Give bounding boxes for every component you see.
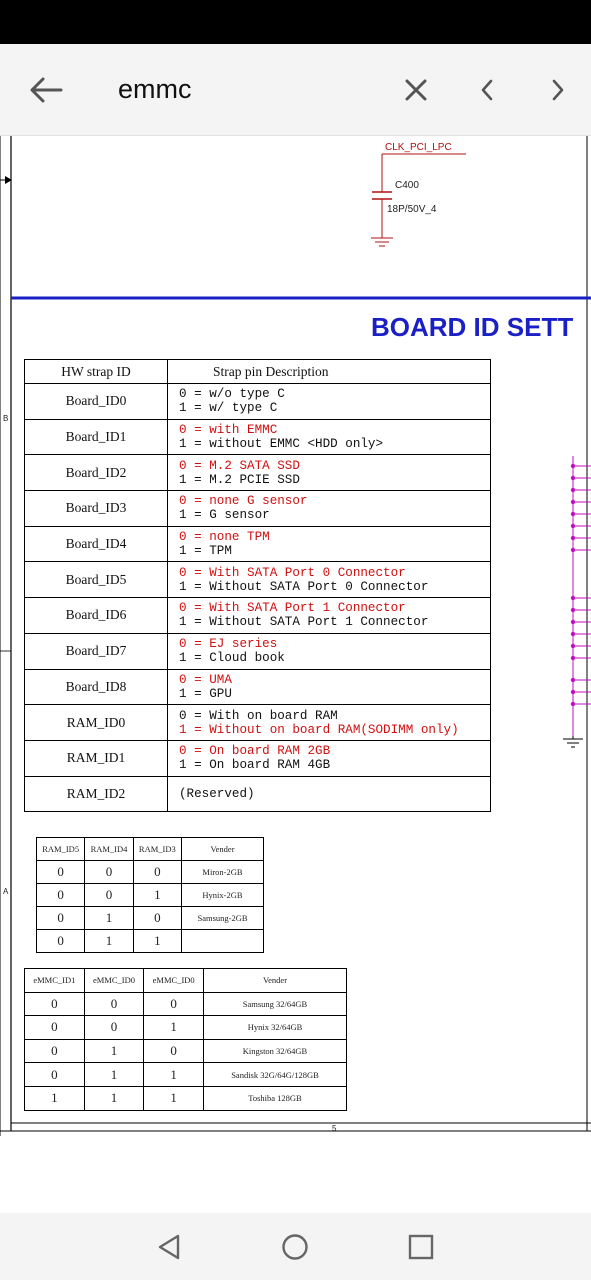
strap-id-cell: Board_ID7 (25, 633, 168, 669)
ram-table-body (37, 861, 264, 953)
id-bit-cell: 0 (133, 907, 181, 930)
section-title: BOARD ID SETT (371, 312, 574, 342)
header-strap-description: Strap pin Description (168, 360, 491, 384)
strap-description-cell (168, 562, 491, 598)
next-match-button[interactable] (538, 70, 578, 110)
description-line-1: 1 = G sensor (179, 508, 270, 523)
back-button[interactable] (26, 70, 66, 110)
header-cell: eMMC_ID0 (84, 969, 144, 993)
status-bar (0, 0, 591, 44)
vendor-cell: Hynix 32/64GB (204, 1016, 347, 1040)
id-bit-cell: 1 (133, 930, 181, 953)
description-line-0: 0 = With SATA Port 1 Connector (179, 601, 406, 616)
description-line-1: 1 = TPM (179, 544, 232, 559)
table-row (25, 1039, 347, 1063)
strap-id-cell: Board_ID3 (25, 491, 168, 527)
table-row (25, 455, 491, 491)
table-row (37, 930, 264, 953)
id-bit-cell: 0 (85, 861, 133, 884)
id-bit-cell: 1 (144, 1016, 204, 1040)
nav-home-button[interactable] (275, 1227, 315, 1267)
strap-table-body (25, 384, 491, 812)
id-bit-cell: 1 (144, 1086, 204, 1110)
table-row (25, 419, 491, 455)
description-line-1: 1 = Cloud book (179, 651, 285, 666)
vendor-cell: Sandisk 32G/64G/128GB (204, 1063, 347, 1087)
id-bit-cell: 1 (84, 1086, 144, 1110)
circle-home-icon (281, 1233, 309, 1261)
description-line-0: (Reserved) (179, 786, 255, 801)
strap-description-cell (168, 633, 491, 669)
vendor-cell: Miron-2GB (182, 861, 264, 884)
strap-description-cell (168, 598, 491, 634)
id-bit-cell: 0 (144, 1039, 204, 1063)
strap-id-cell: Board_ID5 (25, 562, 168, 598)
table-row (25, 491, 491, 527)
capacitor-value: 18P/50V_4 (387, 204, 437, 215)
nav-recents-button[interactable] (401, 1227, 441, 1267)
id-bit-cell: 0 (37, 930, 85, 953)
strap-description-cell (168, 455, 491, 491)
description-line-1: 1 = without EMMC <HDD only> (179, 437, 384, 452)
description-line-0: 0 = none G sensor (179, 494, 308, 509)
nav-back-button[interactable] (149, 1227, 189, 1267)
strap-id-cell: Board_ID2 (25, 455, 168, 491)
triangle-back-icon (156, 1233, 182, 1261)
header-cell: eMMC_ID0 (144, 969, 204, 993)
id-bit-cell: 1 (84, 1039, 144, 1063)
strap-description-cell (168, 419, 491, 455)
table-row (25, 633, 491, 669)
header-cell: Vender (182, 838, 264, 861)
description-line-0: 0 = with EMMC (179, 423, 278, 438)
table-row (25, 992, 347, 1016)
table-row (25, 526, 491, 562)
id-bit-cell: 0 (37, 861, 85, 884)
vendor-cell: Hynix-2GB (182, 884, 264, 907)
vendor-cell: Toshiba 128GB (204, 1086, 347, 1110)
id-bit-cell: 0 (37, 907, 85, 930)
table-row (25, 776, 491, 812)
description-line-0: 0 = On board RAM 2GB (179, 744, 331, 759)
vendor-cell: Kingston 32/64GB (204, 1039, 347, 1063)
description-line-0: 0 = With on board RAM (179, 708, 338, 723)
header-cell: eMMC_ID1 (25, 969, 85, 993)
table-row (25, 669, 491, 705)
emmc-id-table (24, 968, 347, 1111)
id-bit-cell: 1 (85, 930, 133, 953)
description-line-1: 1 = Without on board RAM(SODIMM only) (179, 722, 459, 737)
id-bit-cell: 1 (25, 1086, 85, 1110)
system-navigation-bar (0, 1213, 591, 1280)
border-marker-b: B (3, 414, 9, 423)
id-bit-cell: 0 (84, 992, 144, 1016)
strap-id-cell: Board_ID4 (25, 526, 168, 562)
description-line-1: 1 = Without SATA Port 1 Connector (179, 615, 429, 630)
id-bit-cell: 0 (25, 1039, 85, 1063)
table-row (25, 705, 491, 741)
description-line-1: 1 = On board RAM 4GB (179, 758, 331, 773)
description-line-1: 1 = M.2 PCIE SSD (179, 472, 300, 487)
description-line-0: 0 = none TPM (179, 530, 270, 545)
table-row (25, 1063, 347, 1087)
strap-id-cell: RAM_ID1 (25, 740, 168, 776)
strap-id-cell: RAM_ID2 (25, 776, 168, 812)
id-bit-cell: 0 (85, 884, 133, 907)
header-cell: RAM_ID3 (133, 838, 181, 861)
table-row (25, 562, 491, 598)
strap-description-cell (168, 705, 491, 741)
ram-id-table (36, 837, 264, 953)
table-row (25, 740, 491, 776)
vendor-cell (182, 930, 264, 953)
description-line-1: 1 = GPU (179, 686, 232, 701)
description-line-0: 0 = EJ series (179, 637, 278, 652)
table-row (25, 1086, 347, 1110)
header-cell: RAM_ID5 (37, 838, 85, 861)
border-marker-a: A (3, 887, 9, 896)
id-bit-cell: 0 (37, 884, 85, 907)
document-viewport[interactable] (0, 136, 591, 1213)
strap-id-table (24, 359, 491, 812)
search-input[interactable]: emmc (118, 74, 192, 104)
previous-match-button[interactable] (467, 70, 507, 110)
strap-description-cell (168, 669, 491, 705)
strap-description-cell (168, 776, 491, 812)
strap-id-cell: Board_ID1 (25, 419, 168, 455)
table-row (25, 598, 491, 634)
id-bit-cell: 0 (25, 992, 85, 1016)
description-line-1: 1 = w/ type C (179, 401, 278, 416)
header-cell: Vender (204, 969, 347, 993)
header-hw-strap-id: HW strap ID (25, 360, 168, 384)
find-in-document-bar (0, 44, 591, 136)
description-line-0: 0 = UMA (179, 672, 232, 687)
description-line-0: 0 = w/o type C (179, 387, 285, 402)
id-bit-cell: 1 (84, 1063, 144, 1087)
table-row (37, 884, 264, 907)
description-line-1: 1 = Without SATA Port 0 Connector (179, 579, 429, 594)
chevron-right-icon (551, 79, 565, 101)
strap-id-cell: Board_ID0 (25, 384, 168, 420)
table-header-row (25, 360, 491, 384)
table-row (37, 861, 264, 884)
header-cell: RAM_ID4 (85, 838, 133, 861)
strap-description-cell (168, 740, 491, 776)
id-bit-cell: 0 (25, 1016, 85, 1040)
vendor-cell: Samsung 32/64GB (204, 992, 347, 1016)
chevron-left-icon (480, 79, 494, 101)
strap-description-cell (168, 526, 491, 562)
table-header-row (25, 969, 347, 993)
table-row (25, 1016, 347, 1040)
strap-description-cell (168, 491, 491, 527)
vendor-cell: Samsung-2GB (182, 907, 264, 930)
strap-id-cell: Board_ID8 (25, 669, 168, 705)
id-bit-cell: 0 (84, 1016, 144, 1040)
id-bit-cell: 1 (85, 907, 133, 930)
square-recents-icon (408, 1234, 434, 1260)
strap-id-cell: Board_ID6 (25, 598, 168, 634)
close-icon (405, 79, 427, 101)
page-number: 5 (332, 1124, 337, 1133)
id-bit-cell: 1 (133, 884, 181, 907)
table-header-row (37, 838, 264, 861)
id-bit-cell: 1 (144, 1063, 204, 1087)
strap-id-cell: RAM_ID0 (25, 705, 168, 741)
capacitor-ref: C400 (395, 180, 419, 191)
clear-search-button[interactable] (396, 70, 436, 110)
id-bit-cell: 0 (133, 861, 181, 884)
id-bit-cell: 0 (25, 1063, 85, 1087)
description-line-0: 0 = With SATA Port 0 Connector (179, 565, 406, 580)
id-bit-cell: 0 (144, 992, 204, 1016)
table-row (37, 907, 264, 930)
strap-description-cell (168, 384, 491, 420)
table-row (25, 384, 491, 420)
description-line-0: 0 = M.2 SATA SSD (179, 458, 300, 473)
arrow-left-icon (29, 76, 63, 104)
emmc-table-body (25, 992, 347, 1110)
net-label: CLK_PCI_LPC (385, 142, 452, 153)
